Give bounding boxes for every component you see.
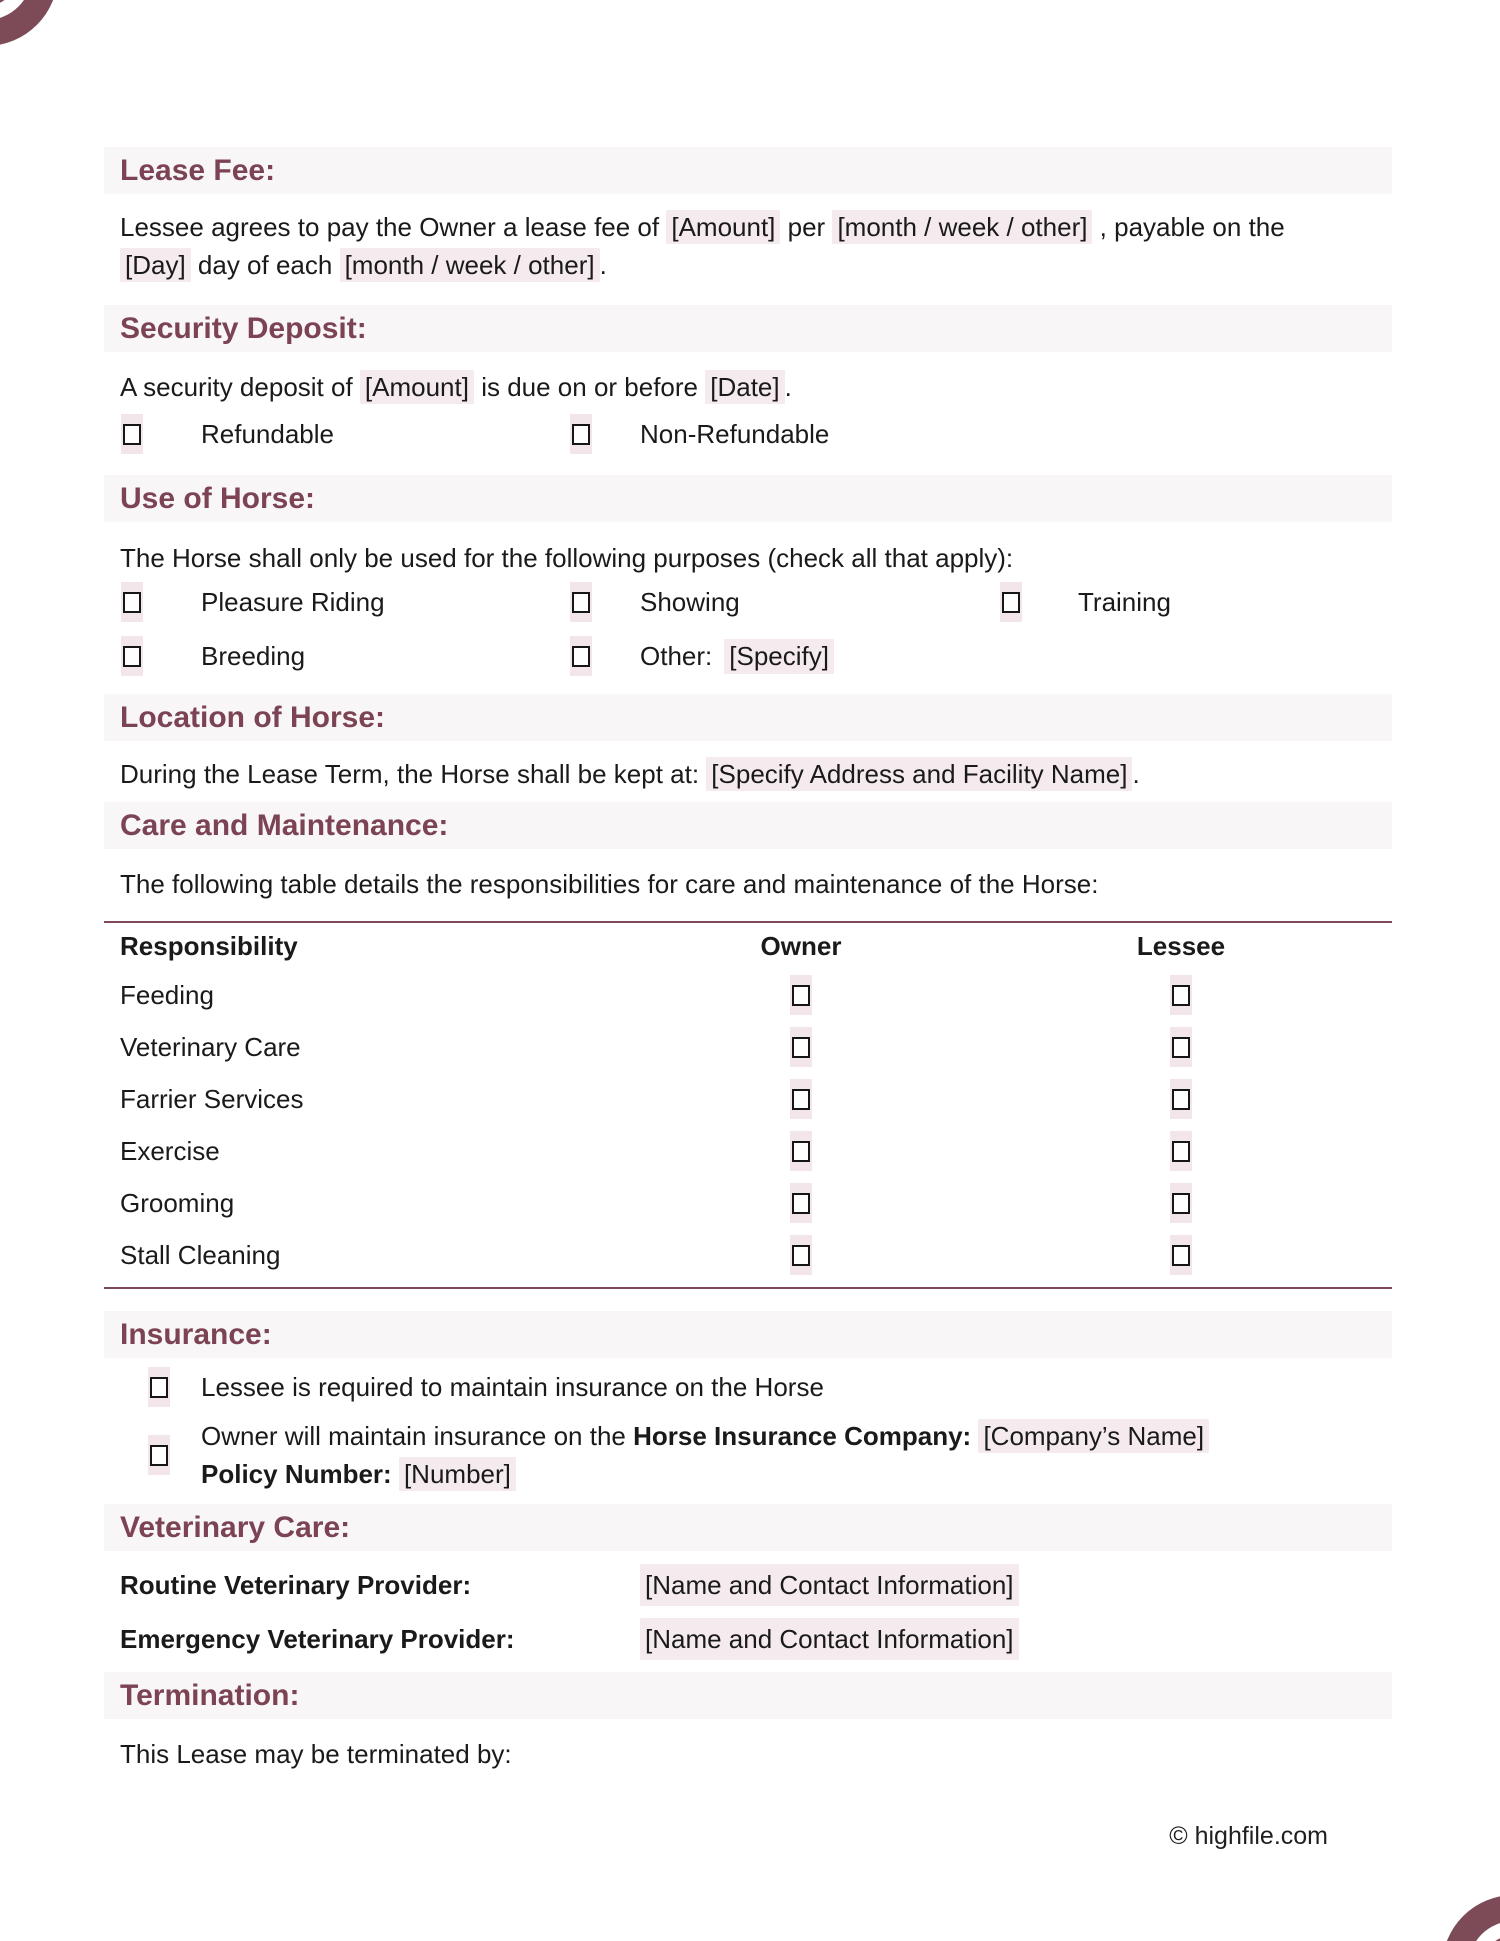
table-row-exercise: [104, 1125, 1392, 1177]
checkbox-stall-cleaning-owner[interactable]: [790, 1235, 812, 1275]
text-line: [201, 1417, 1209, 1455]
option-training: [1000, 582, 1392, 622]
checkbox-exercise-owner[interactable]: [790, 1131, 812, 1171]
insurance-option-text: [201, 1368, 824, 1406]
placeholder-date[interactable]: [Date]: [705, 370, 784, 404]
option-non-refundable: [570, 414, 1000, 454]
checkbox-veterinary-care-owner[interactable]: [790, 1027, 812, 1067]
owner-cell: [632, 975, 970, 1015]
insurance-option-text: [201, 1417, 1209, 1493]
table-row-feeding: [104, 969, 1392, 1021]
placeholder-name-and-contact-information[interactable]: [Name and Contact Information]: [640, 1618, 1019, 1660]
text-run: Horse Insurance Company:: [633, 1421, 972, 1451]
horse-purpose-row-1: [104, 582, 1392, 622]
highfile-logo-icon: [1430, 1871, 1500, 1941]
section-heading-insurance: Insurance:: [104, 1311, 1392, 1358]
section-heading-location-of-horse: Location of Horse:: [104, 694, 1392, 741]
insurance-option-owner-insurance: [104, 1417, 1392, 1493]
lessee-cell: [970, 975, 1392, 1015]
text-run: A security deposit of: [120, 372, 360, 402]
location-paragraph: [104, 755, 1392, 793]
checkbox-veterinary-care-lessee[interactable]: [1170, 1027, 1192, 1067]
horse-purpose-row-2: [104, 636, 1392, 676]
checkbox-farrier-services-lessee[interactable]: [1170, 1079, 1192, 1119]
responsibility-label: Stall Cleaning: [120, 1239, 281, 1270]
text-run: The Horse shall only be used for the following purposes (check all that apply):: [120, 543, 1014, 573]
checkbox-showing[interactable]: [570, 582, 592, 622]
footer-credit: © highfile.com: [1169, 1822, 1328, 1850]
text-line: [120, 539, 1392, 577]
insurance-items: [104, 1367, 1392, 1493]
text-run: During the Lease Term, the Horse shall be kept at:: [120, 759, 707, 789]
column-header-lessee: Lessee: [1136, 930, 1226, 961]
placeholder-amount[interactable]: [Amount]: [360, 370, 474, 404]
placeholder-number[interactable]: [Number]: [399, 1457, 516, 1491]
placeholder-specify[interactable]: [Specify]: [724, 639, 834, 674]
text-run: Owner will maintain insurance on the: [201, 1421, 634, 1451]
option-label: Breeding: [201, 640, 306, 671]
document-content: [104, 147, 1392, 1773]
table-row-veterinary-care: [104, 1021, 1392, 1073]
owner-cell: [632, 1183, 970, 1223]
text-line: [120, 246, 1392, 284]
checkbox-stall-cleaning-lessee[interactable]: [1170, 1235, 1192, 1275]
text-line: [120, 368, 1392, 406]
placeholder-amount[interactable]: [Amount]: [666, 210, 780, 244]
checkbox-exercise-lessee[interactable]: [1170, 1131, 1192, 1171]
security-deposit-paragraph: [104, 368, 1392, 406]
option-pleasure-riding: [121, 582, 570, 622]
text-run: Lessee is required to maintain insurance on the Horse: [201, 1372, 824, 1402]
option-label: Non-Refundable: [640, 418, 830, 449]
section-heading-lease-fee: Lease Fee:: [104, 147, 1392, 194]
placeholder-month-week-other[interactable]: [month / week / other]: [340, 248, 600, 282]
text-run: .: [1132, 759, 1140, 789]
responsibility-label: Veterinary Care: [120, 1031, 301, 1062]
vet-provider-label: Emergency Veterinary Provider:: [120, 1624, 515, 1654]
insurance-option-lessee-insurance: [104, 1367, 1392, 1407]
text-line: [120, 865, 1392, 903]
option-showing: [570, 582, 1000, 622]
section-heading-care-and-maintenance: Care and Maintenance:: [104, 802, 1392, 849]
text-run: [392, 1459, 399, 1489]
option-label: Pleasure Riding: [201, 586, 385, 617]
option-label: Other:: [640, 640, 713, 671]
section-heading-use-of-horse: Use of Horse:: [104, 475, 1392, 522]
table-header-row: [104, 923, 1392, 969]
responsibility-label: Farrier Services: [120, 1083, 304, 1114]
lessee-cell: [970, 1027, 1392, 1067]
table-row-farrier-services: [104, 1073, 1392, 1125]
vet-row-routine-veterinary-provider: [104, 1564, 1392, 1606]
option-breeding: [121, 636, 570, 676]
text-line: [120, 1735, 1392, 1773]
vet-provider-rows: [104, 1564, 1392, 1660]
checkbox-grooming-owner[interactable]: [790, 1183, 812, 1223]
placeholder-month-week-other[interactable]: [month / week / other]: [832, 210, 1092, 244]
checkbox-non-refundable[interactable]: [570, 414, 592, 454]
placeholder-day[interactable]: [Day]: [120, 248, 191, 282]
checkbox-breeding[interactable]: [121, 636, 143, 676]
text-run: Policy Number:: [201, 1459, 392, 1489]
lessee-cell: [970, 1235, 1392, 1275]
text-line: [120, 208, 1392, 246]
care-paragraph: [104, 865, 1392, 903]
option-refundable: [121, 414, 570, 454]
owner-cell: [632, 1079, 970, 1119]
text-line: [120, 755, 1392, 793]
checkbox-feeding-lessee[interactable]: [1170, 975, 1192, 1015]
termination-paragraph: [104, 1735, 1392, 1773]
responsibility-label: Feeding: [120, 979, 214, 1010]
lessee-cell: [970, 1131, 1392, 1171]
care-responsibility-table: [104, 921, 1392, 1289]
use-of-horse-paragraph: [104, 539, 1392, 577]
owner-cell: [632, 1027, 970, 1067]
section-heading-veterinary-care: Veterinary Care:: [104, 1504, 1392, 1551]
table-row-stall-cleaning: [104, 1229, 1392, 1281]
text-run: per: [780, 212, 833, 242]
checkbox-grooming-lessee[interactable]: [1170, 1183, 1192, 1223]
placeholder-company-s-name[interactable]: [Company’s Name]: [978, 1419, 1209, 1453]
option-label: Refundable: [201, 418, 334, 449]
checkbox-training[interactable]: [1000, 582, 1022, 622]
checkbox-farrier-services-owner[interactable]: [790, 1079, 812, 1119]
placeholder-name-and-contact-information[interactable]: [Name and Contact Information]: [640, 1564, 1019, 1606]
text-line: [201, 1455, 1209, 1493]
text-run: .: [784, 372, 792, 402]
section-heading-security-deposit: Security Deposit:: [104, 305, 1392, 352]
option-label: Training: [1078, 586, 1171, 617]
owner-cell: [632, 1131, 970, 1171]
checkbox-lessee-insurance[interactable]: [148, 1367, 170, 1407]
lessee-cell: [970, 1183, 1392, 1223]
checkbox-feeding-owner[interactable]: [790, 975, 812, 1015]
text-run: is due on or before: [473, 372, 706, 402]
lessee-cell: [970, 1079, 1392, 1119]
checkbox-refundable[interactable]: [121, 414, 143, 454]
column-header-owner: Owner: [760, 930, 842, 961]
text-run: .: [599, 250, 607, 280]
text-run: This Lease may be terminated by:: [120, 1739, 512, 1769]
checkbox-other[interactable]: [570, 636, 592, 676]
checkbox-owner-insurance[interactable]: [148, 1435, 170, 1475]
text-run: day of each: [190, 250, 340, 280]
option-other: [570, 636, 1000, 676]
text-run: The following table details the responsibilities for care and maintenance of the Horse:: [120, 869, 1099, 899]
owner-cell: [632, 1235, 970, 1275]
refundable-option-row: [104, 414, 1392, 454]
text-run: , payable on the: [1092, 212, 1285, 242]
responsibility-label: Grooming: [120, 1187, 235, 1218]
placeholder-specify-address-and-facility-name[interactable]: [Specify Address and Facility Name]: [706, 757, 1132, 791]
section-heading-termination: Termination:: [104, 1672, 1392, 1719]
checkbox-pleasure-riding[interactable]: [121, 582, 143, 622]
lease-fee-paragraph: [104, 208, 1392, 284]
vet-row-emergency-veterinary-provider: [104, 1618, 1392, 1660]
vet-provider-label: Routine Veterinary Provider:: [120, 1570, 472, 1600]
table-row-grooming: [104, 1177, 1392, 1229]
text-line: [201, 1368, 824, 1406]
responsibility-label: Exercise: [120, 1135, 220, 1166]
text-run: Lessee agrees to pay the Owner a lease fee of: [120, 212, 667, 242]
option-label: Showing: [640, 586, 740, 617]
highfile-logo-icon: [0, 0, 70, 70]
column-header-responsibility: Responsibility: [120, 930, 298, 961]
